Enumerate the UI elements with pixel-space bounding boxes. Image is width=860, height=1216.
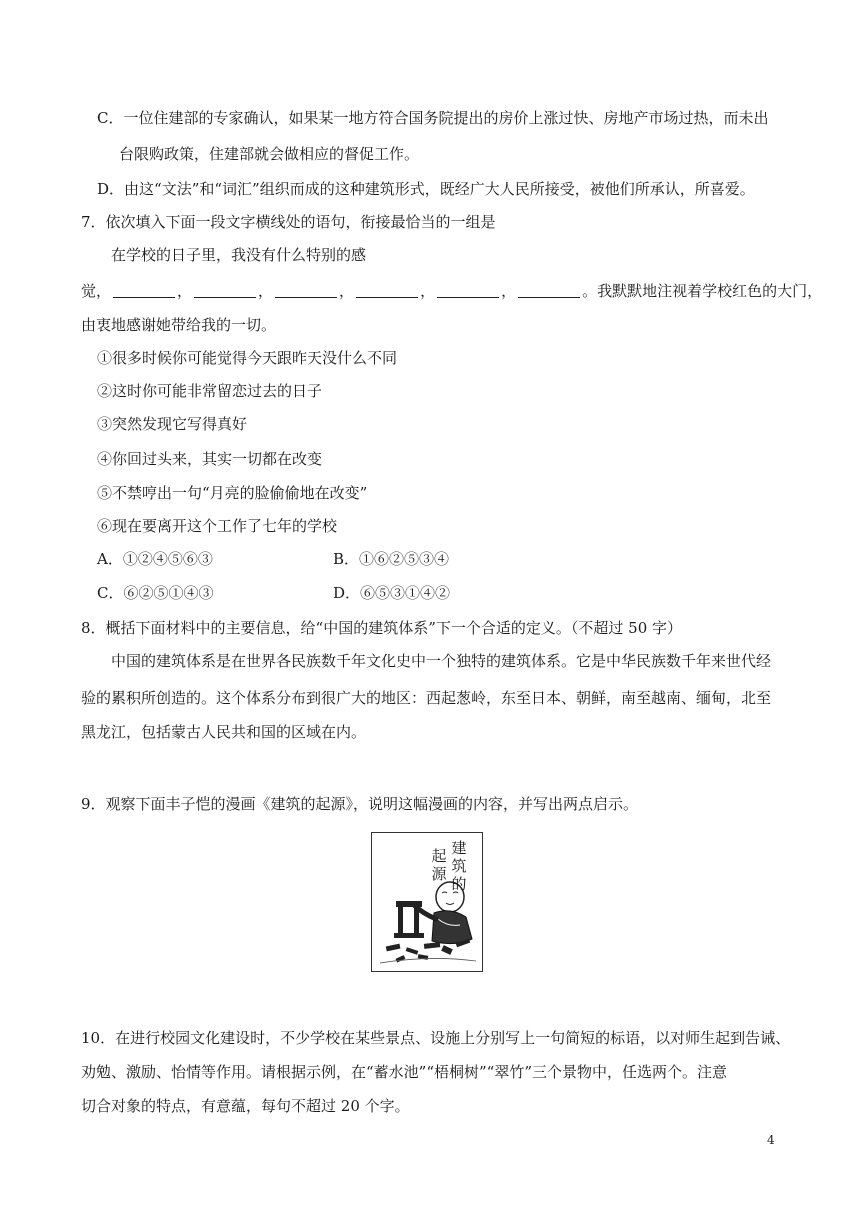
q6-option-c-line1: C．一位住建部的专家确认，如果某一地方符合国务院提出的房价上涨过快、房地产市场过热，而未出 <box>97 109 769 127</box>
q8-material-line2: 验的累积所创造的。这个体系分布到很广大的地区：西起葱岭，东至日本、朝鲜，南至越南、缅甸，北至 <box>81 689 772 707</box>
fill-blank-6 <box>518 282 580 298</box>
q10-line2: 劝勉、激励、怡情等作用。请根据示例，在“蓄水池”“梧桐树”“翠竹”三个景物中，任选两个。注意 <box>81 1063 728 1081</box>
q7-option-b: B．①⑥②⑤③④ <box>333 550 450 568</box>
separator: ， <box>420 282 436 300</box>
separator: ， <box>258 282 274 300</box>
page-number: 4 <box>767 1133 775 1147</box>
q7-option-c: C．⑥②⑤①④③ <box>97 584 214 602</box>
passage-text: 。我默默地注视着学校红色的大门， <box>582 282 823 300</box>
q7-stem: 7．依次填入下面一段文字横线处的语句，衔接最恰当的一组是 <box>81 213 496 231</box>
fill-blank-2 <box>194 282 256 298</box>
q8-material-line1: 中国的建筑体系是在世界各民族数千年文化史中一个独特的建筑体系。它是中华民族数千年来世代经 <box>111 652 772 670</box>
separator: ， <box>177 282 193 300</box>
cartoon-title-column-1: 建筑的 <box>451 839 467 893</box>
cartoon-title-column-2: 起源 <box>431 847 447 883</box>
q7-item-6: ⑥现在要离开这个工作了七年的学校 <box>97 517 338 535</box>
fill-blank-1 <box>113 282 175 298</box>
q8-material-line3: 黑龙江，包括蒙古人民共和国的区域在内。 <box>81 723 367 741</box>
q10-line1: 10．在进行校园文化建设时，不少学校在某些景点、设施上分别写上一句简短的标语，以对师生起到告诫、 <box>81 1029 791 1047</box>
separator: ， <box>339 282 355 300</box>
cartoon-origin-of-architecture <box>371 832 483 972</box>
q7-item-3: ③突然发现它写得真好 <box>97 415 248 433</box>
q10-line3: 切合对象的特点，有意蕴，每句不超过 20 个字。 <box>81 1097 410 1115</box>
q7-option-d: D．⑥⑤③①④② <box>333 584 451 602</box>
fill-blank-4 <box>356 282 418 298</box>
separator: ， <box>501 282 517 300</box>
q9-stem: 9．观察下面丰子恺的漫画《建筑的起源》，说明这幅漫画的内容，并写出两点启示。 <box>81 795 639 813</box>
q7-item-2: ②这时你可能非常留恋过去的日子 <box>97 382 323 400</box>
fill-blank-5 <box>437 282 499 298</box>
q6-option-d: D．由这“文法”和“词汇”组织而成的这种建筑形式，既经广大人民所接受，被他们所承认，所喜爱。 <box>97 180 755 198</box>
q7-option-a: A．①②④⑤⑥③ <box>97 550 213 568</box>
q7-passage-line1: 在学校的日子里，我没有什么特别的感 <box>111 246 367 264</box>
passage-text: 觉， <box>81 282 112 300</box>
q7-passage-line3: 由衷地感谢她带给我的一切。 <box>81 316 277 334</box>
q7-item-4: ④你回过头来，其实一切都在改变 <box>97 450 323 468</box>
q6-option-c-line2: 台限购政策，住建部就会做相应的督促工作。 <box>119 145 420 163</box>
q7-passage-line2 <box>81 281 822 301</box>
q7-item-5: ⑤不禁哼出一句“月亮的脸偷偷地在改变” <box>97 484 368 502</box>
fill-blank-3 <box>275 282 337 298</box>
q7-item-1: ①很多时候你可能觉得今天跟昨天没什么不同 <box>97 349 398 367</box>
q8-stem: 8．概括下面材料中的主要信息，给“中国的建筑体系”下一个合适的定义。（不超过 50 字） <box>81 619 683 637</box>
